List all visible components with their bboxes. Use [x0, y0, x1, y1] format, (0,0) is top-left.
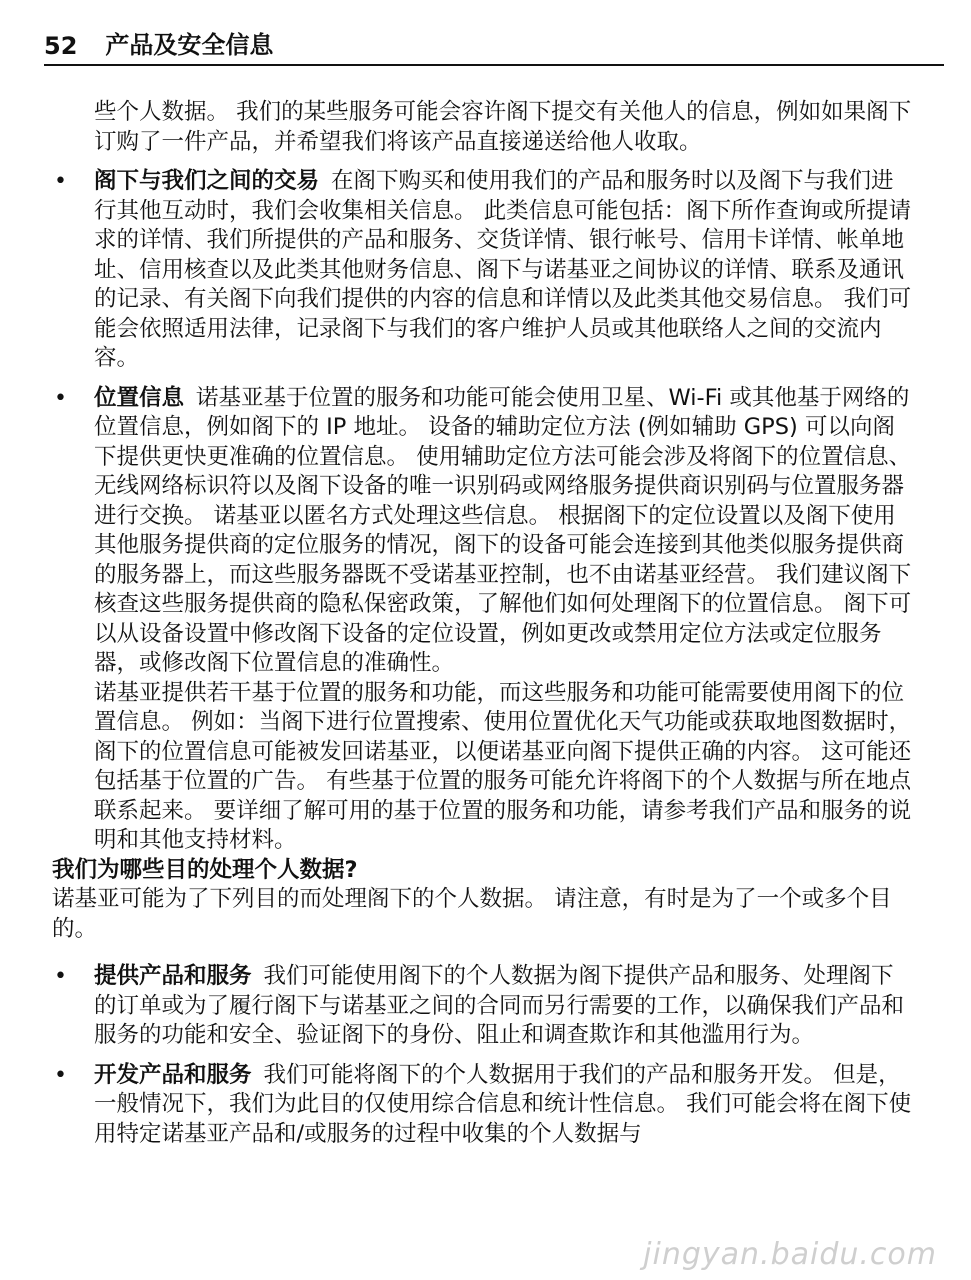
- bullet-term: 阁下与我们之间的交易: [94, 168, 320, 194]
- document-body: [52, 98, 914, 1149]
- bullet-item-provide: [52, 962, 914, 1051]
- bullet-text: 我们可能使用阁下的个人数据为阁下提供产品和服务、处理阁下的订单或为了履行阁下与诺基亚之间的合同而另行需要的工作，以确保我们产品和服务的功能和安全、验证阁下的身份、阻止和调查欺诈和其他滥用行为。: [94, 963, 905, 1048]
- page-number: 52: [44, 32, 78, 60]
- bullet-term: 提供产品和服务: [94, 963, 252, 989]
- bullet-item-develop: [52, 1061, 914, 1150]
- watermark: jingyan.baidu.com: [643, 1237, 937, 1272]
- bullet-term: 位置信息: [94, 384, 185, 411]
- page-header: [44, 30, 944, 66]
- bullet-dot: •: [54, 385, 67, 411]
- location-followup: 诺基亚提供若干基于位置的服务和功能，而这些服务和功能可能需要使用阁下的位置信息。 例如：当阁下进行位置搜索、使用位置优化天气功能或获取地图数据时，阁下的位置信息可能被发回诺基亚，以便诺基亚向阁下提供正确的内容。 这可能还包括基于位置的广告。 有些基于位置的服务可能允许将阁下的个人数据与所在地点联系起来。 要详细了解可用的基于位置的服务和功能，请参考我们产品和服务的说明和其他支持材料。: [94, 679, 912, 853]
- bullet-item-transactions: [52, 167, 914, 374]
- section-intro: 诺基亚可能为了下列目的而处理阁下的个人数据。 请注意，有时是为了一个或多个目的。: [52, 886, 892, 942]
- bullet-dot: •: [54, 1062, 67, 1088]
- section-heading: 我们为哪些目的处理个人数据?: [52, 856, 358, 883]
- bullet-dot: •: [54, 169, 67, 194]
- bullet-term: 开发产品和服务: [94, 1061, 252, 1088]
- bullet-text: 在阁下购买和使用我们的产品和服务时以及阁下与我们进行其他互动时，我们会收集相关信息。 此类信息可能包括：阁下所作查询或所提请求的详情、我们所提供的产品和服务、交货详情、银行帐号、信用卡详情、帐单地址、信用核查以及此类其他财务信息、阁下与诺基亚之间协议的详情、联系及通讯的记录、有关阁下向我们提供的内容的信息和详情以及此类其他交易信息。 我们可能会依照适用法律，记录阁下与我们的客户维护人员或其他联络人之间的交流内容。: [94, 168, 912, 371]
- bullet-text: 我们可能将阁下的个人数据用于我们的产品和服务开发。 但是，一般情况下，我们为此目的仅使用综合信息和统计性信息。 我们可能会将在阁下使用特定诺基亚产品和/或服务的过程中收集的个人数据与: [94, 1061, 912, 1147]
- bullet-item-location: [52, 384, 914, 679]
- bullet-dot: •: [54, 964, 67, 989]
- bullet-text: 诺基亚基于位置的服务和功能可能会使用卫星、Wi-Fi 或其他基于网络的位置信息，例如阁下的 IP 地址。 设备的辅助定位方法 (例如辅助 GPS) 可以向阁下提供更快更准确的位置信息。 使用辅助定位方法可能会涉及将阁下的位置信息、无线网络标识符以及阁下设备的唯一识别码或网络服务提供商识别码与位置服务器进行交换。 诺基亚以匿名方式处理这些信息。 根据阁下的定位设置以及阁下使用其他服务提供商的定位服务的情况，阁下的设备可能会连接到其他类似服务提供商的服务器上，而这些服务器既不受诺基亚控制，也不由诺基亚经营。 我们建议阁下核查这些服务提供商的隐私保密政策，了解他们如何处理阁下的位置信息。 阁下可以从设备设置中修改阁下设备的定位设置，例如更改或禁用定位方法或定位服务器，或修改阁下位置信息的准确性。: [94, 384, 912, 676]
- intro-continuation: 些个人数据。 我们的某些服务可能会容许阁下提交有关他人的信息，例如如果阁下订购了一件产品，并希望我们将该产品直接递送给他人收取。: [94, 99, 912, 155]
- header-title: 产品及安全信息: [105, 31, 274, 59]
